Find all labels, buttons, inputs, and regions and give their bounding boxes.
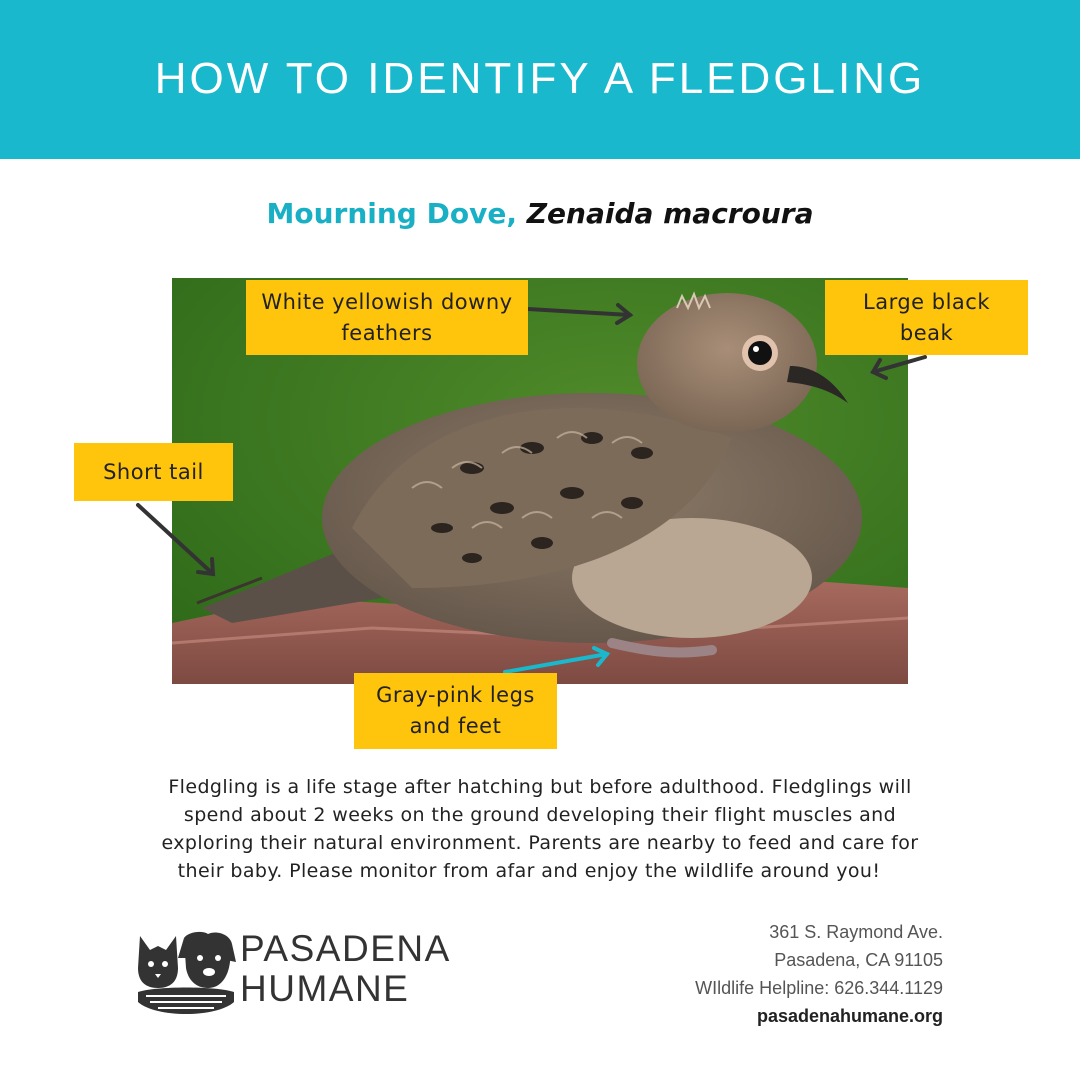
wildlife-helpline: WIldlife Helpline: 626.344.1129 [695,978,943,998]
callout-feathers-line1: White yellowish downy [261,289,513,314]
callout-beak-line1: Large black [863,289,990,314]
contact-address [695,918,943,1030]
callout-tail-line1: Short tail [103,459,204,484]
callout-short-tail [74,443,233,501]
website-link[interactable]: pasadenahumane.org [756,1006,943,1026]
species-common-name: Mourning Dove, [266,197,517,230]
species-scientific-name: Zenaida macroura [526,197,814,230]
callout-large-black-beak [825,280,1028,355]
fledgling-description [130,773,950,885]
description-line-3: exploring their natural environment. Parents are nearby to feed and care for [161,832,919,854]
callout-legs-line1: Gray-pink legs [376,683,535,707]
description-line-1: Fledgling is a life stage after hatching but before adulthood. Fledglings will [168,776,912,798]
callout-feathers-line2: feathers [341,320,433,345]
callout-beak-line2: beak [899,320,954,345]
callout-downy-feathers [246,280,528,355]
description-line-4: their baby. Please monitor from afar and enjoy the wildlife around you! [177,860,881,882]
header-banner [0,0,1080,159]
pasadena-humane-wordmark [240,929,451,1009]
pasadena-humane-logo-icon [136,928,236,1020]
species-subtitle [0,197,1080,230]
callout-legs-line2: and feet [409,714,502,738]
page-title: HOW TO IDENTIFY A FLEDGLING [154,54,926,103]
callout-gray-pink-legs [354,673,557,749]
wordmark-line2: HUMANE [240,968,410,1009]
address-city: Pasadena, CA 91105 [774,950,943,970]
description-line-2: spend about 2 weeks on the ground developing their flight muscles and [183,804,897,826]
address-street: 361 S. Raymond Ave. [769,922,943,942]
wordmark-line1: PASADENA [240,928,451,969]
